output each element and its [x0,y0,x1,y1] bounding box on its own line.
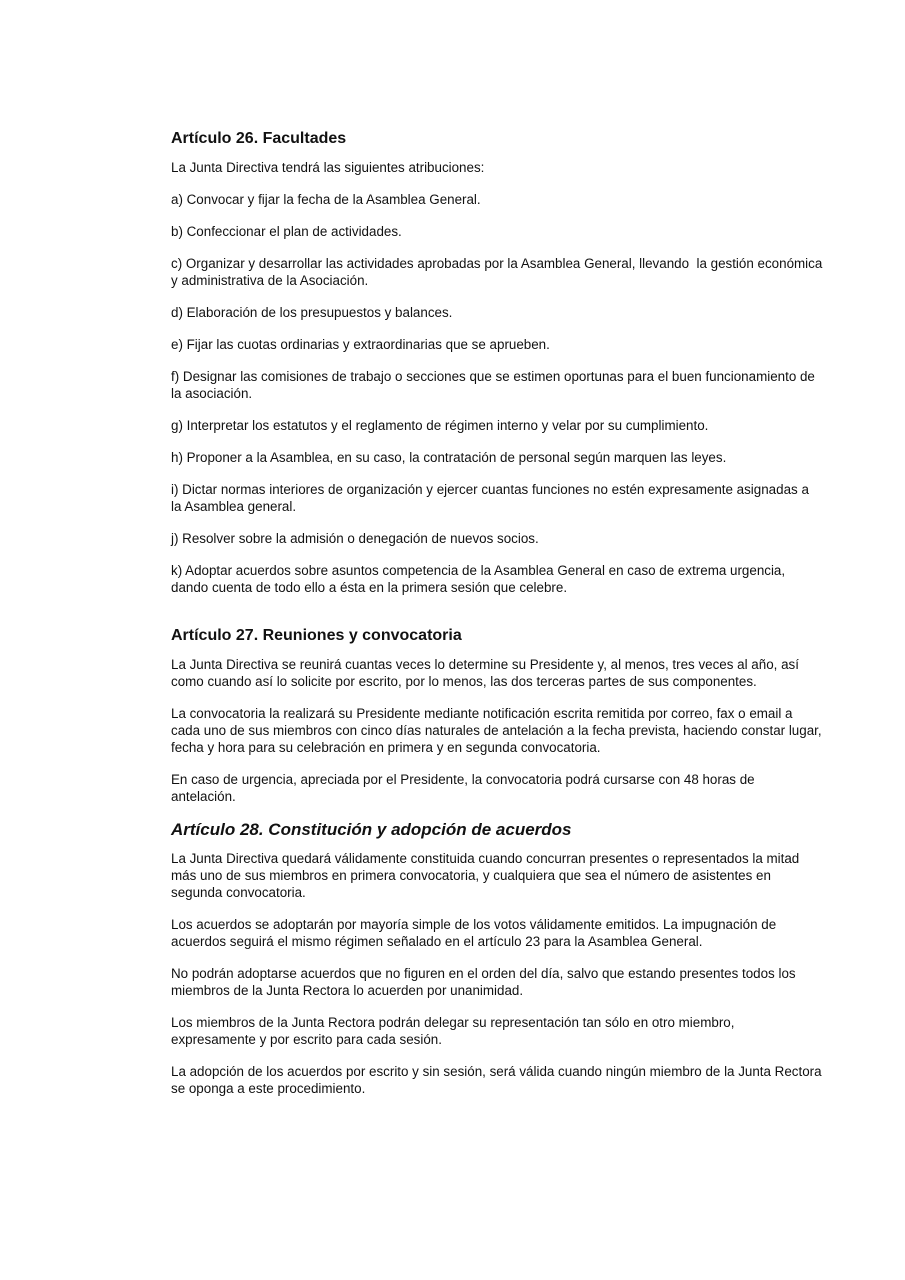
article-28-heading: Artículo 28. Constitución y adopción de acuerdos [171,820,572,839]
article-27-paragraph-2: La convocatoria la realizará su Presidente mediante notificación escrita remitida por correo, fax o email a cada uno de sus miembros con cinco días naturales de antelación a la fecha prevista, haciendo constar lugar, fecha y hora para su celebración en primera y en segunda convocatoria. [171,706,826,755]
article-26-item-i: i) Dictar normas interiores de organización y ejercer cuantas funciones no estén expresamente asignadas a la Asamblea general. [171,482,813,514]
article-28-paragraph-3: No podrán adoptarse acuerdos que no figuren en el orden del día, salvo que estando presentes todos los miembros de la Junta Rectora lo acuerden por unanimidad. [171,966,800,998]
article-26-intro: La Junta Directiva tendrá las siguientes atribuciones: [171,160,485,175]
document-content [171,129,827,1097]
article-27-section [171,626,826,805]
article-28-paragraph-1: La Junta Directiva quedará válidamente constituida cuando concurran presentes o representados la mitad más uno de sus miembros en primera convocatoria, y cualquiera que sea el número de asistentes en segunda convocatoria. [171,851,803,900]
article-27-heading: Artículo 27. Reuniones y convocatoria [171,627,462,644]
article-28-section [171,820,826,1097]
article-28-paragraph-5: La adopción de los acuerdos por escrito y sin sesión, será válida cuando ningún miembro de la Junta Rectora se oponga a este procedimiento. [171,1064,826,1096]
article-26-item-c: c) Organizar y desarrollar las actividades aprobadas por la Asamblea General, llevando la gestión económica y administrativa de la Asociación. [171,256,827,288]
article-26-item-a: a) Convocar y fijar la fecha de la Asamblea General. [171,192,481,207]
article-26-heading: Artículo 26. Facultades [171,130,347,147]
article-26-item-g: g) Interpretar los estatutos y el reglamento de régimen interno y velar por su cumplimiento. [171,418,709,433]
article-26-item-j: j) Resolver sobre la admisión o denegación de nuevos socios. [171,531,539,546]
article-26-section [171,129,827,596]
article-28-paragraph-2: Los acuerdos se adoptarán por mayoría simple de los votos válidamente emitidos. La impugnación de acuerdos seguirá el mismo régimen señalado en el artículo 23 para la Asamblea General. [171,917,780,949]
article-28-paragraph-4: Los miembros de la Junta Rectora podrán delegar su representación tan sólo en otro miembro, expresamente y por escrito para cada sesión. [171,1015,739,1047]
article-26-item-b: b) Confeccionar el plan de actividades. [171,224,402,239]
article-26-item-h: h) Proponer a la Asamblea, en su caso, la contratación de personal según marquen las leyes. [171,450,727,465]
article-27-paragraph-3: En caso de urgencia, apreciada por el Presidente, la convocatoria podrá cursarse con 48 horas de antelación. [171,772,759,804]
article-26-item-d: d) Elaboración de los presupuestos y balances. [171,305,453,320]
article-26-item-f: f) Designar las comisiones de trabajo o secciones que se estimen oportunas para el buen funcionamiento de la asociación. [171,369,819,401]
article-26-item-e: e) Fijar las cuotas ordinarias y extraordinarias que se aprueben. [171,337,550,352]
article-26-item-k: k) Adoptar acuerdos sobre asuntos competencia de la Asamblea General en caso de extrema urgencia, dando cuenta de todo ello a ésta en la primera sesión que celebre. [171,563,789,595]
article-27-paragraph-1: La Junta Directiva se reunirá cuantas veces lo determine su Presidente y, al menos, tres veces al año, así como cuando así lo solicite por escrito, por lo menos, las dos terceras partes de sus componentes. [171,657,803,689]
